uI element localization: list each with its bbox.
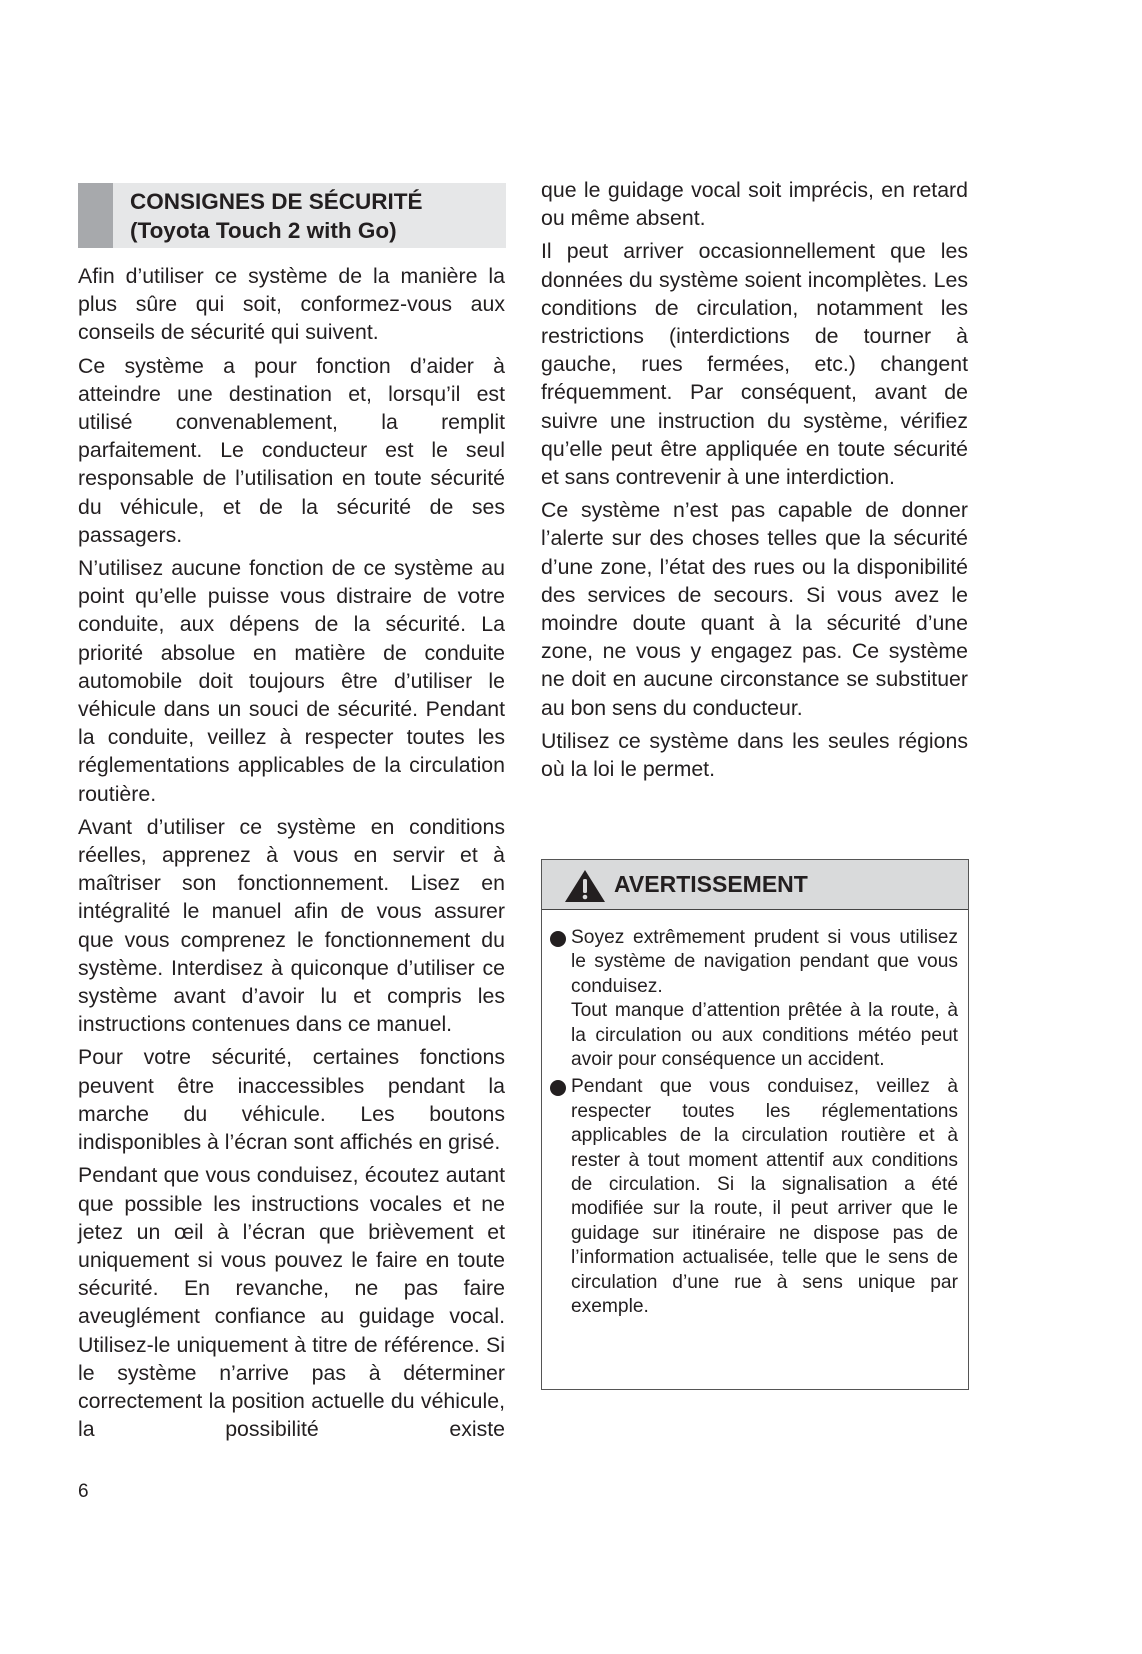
bullet-icon [550,931,566,947]
paragraph: que le guidage vocal soit imprécis, en retard ou même absent. [541,178,968,231]
paragraph: Ce système a pour fonction d’aider à atteindre une destination et, lorsqu’il est utilisé convenablement, la remplit parfaitement. Le conducteur est le seul responsable de l’utilisation en toute sécurité du véhicule, et de la sécurité de ses passagers. [78,353,505,547]
warning-title: AVERTISSEMENT [614,871,808,897]
warning-box [541,859,969,1390]
paragraph: N’utilisez aucune fonction de ce système au point qu’elle puisse vous distraire de votre conduite, aux dépens de la sécurité. La priorité absolue en matière de conduite automobile doit toujours être d’utiliser le véhicule dans un souci de sécurité. Pendant la conduite, veillez à respecter toutes les réglementations applicables de la circulation routière. [78,556,505,806]
warning-text: Soyez extrêmement prudent si vous utilisez le système de navigation pendant que vous conduisez. [571,927,958,997]
warning-header [542,860,968,910]
paragraph: Ce système n’est pas capable de donner l’alerte sur des choses telles que la sécurité d’une zone, l’état des rues ou la disponibilité des services de secours. Si vous avez le moindre doute quant à la sécurité d’une zone, ne vous y engagez pas. Ce système ne doit en aucune circonstance se substituer au bon sens du conducteur. [541,498,968,720]
heading-title [130,187,423,245]
warning-triangle-icon [564,869,606,903]
right-column [541,176,968,788]
warning-text: Tout manque d’attention prêtée à la route, à la circulation ou aux conditions météo peut avoir pour conséquence un accident. [571,1000,958,1071]
warning-item [550,926,958,1072]
warning-text: Pendant que vous conduisez, veillez à respecter toutes les réglementations applicables de la circulation routière et à rester à tout moment attentif aux conditions de circulation. Si la signalisation a été modifiée sur la route, il peut arriver que le guidage sur itinéraire ne dispose pas de l’information actualisée, telle que le sens de circulation d’une rue à sens unique par exemple. [571,1076,958,1318]
paragraph: Il peut arriver occasionnellement que les données du système soient incomplètes. Les conditions de circulation, notamment les restrictions (interdictions de tourner à gauche, rues fermées, etc.) changent fréquemment. Par conséquent, avant de suivre une instruction du système, vérifiez qu’elle peut être appliquée en toute sécurité et sans contrevenir à une interdiction. [541,239,968,490]
heading-line-1: CONSIGNES DE SÉCURITÉ [130,189,423,214]
paragraph: Pendant que vous conduisez, écoutez autant que possible les instructions vocales et ne jetez un œil à l’écran que brièvement et uniquement si vous pouvez le faire en toute sécurité. En revanche, ne pas faire aveuglément confiance au guidage vocal. Utilisez-le uniquement à titre de référence. Si le système n’arrive pas à déterminer correctement la position actuelle du véhicule, la possibilité existe [78,1163,505,1442]
paragraph: Afin d’utiliser ce système de la manière la plus sûre qui soit, conformez-vous aux conseils de sécurité qui suivent. [78,264,505,345]
left-column [78,262,505,1448]
paragraph: Pour votre sécurité, certaines fonctions peuvent être inaccessibles pendant la marche du véhicule. Les boutons indisponibles à l’écran sont affichés en grisé. [78,1045,505,1155]
warning-item [550,1075,958,1319]
page-number: 6 [78,1481,89,1502]
section-heading [78,183,506,248]
paragraph: Utilisez ce système dans les seules régions où la loi le permet. [541,728,968,782]
warning-body [542,910,968,1320]
heading-accent-bar [78,183,113,248]
heading-line-2: (Toyota Touch 2 with Go) [130,218,397,243]
bullet-icon [550,1080,566,1096]
paragraph: Avant d’utiliser ce système en conditions réelles, apprenez à vous en servir et à maîtriser son fonctionnement. Lisez en intégralité le manuel afin de vous assurer que vous comprenez le fonctionnement du système. Interdisez à quiconque d’utiliser ce système avant d’avoir lu et compris les instructions contenues dans ce manuel. [78,814,505,1037]
